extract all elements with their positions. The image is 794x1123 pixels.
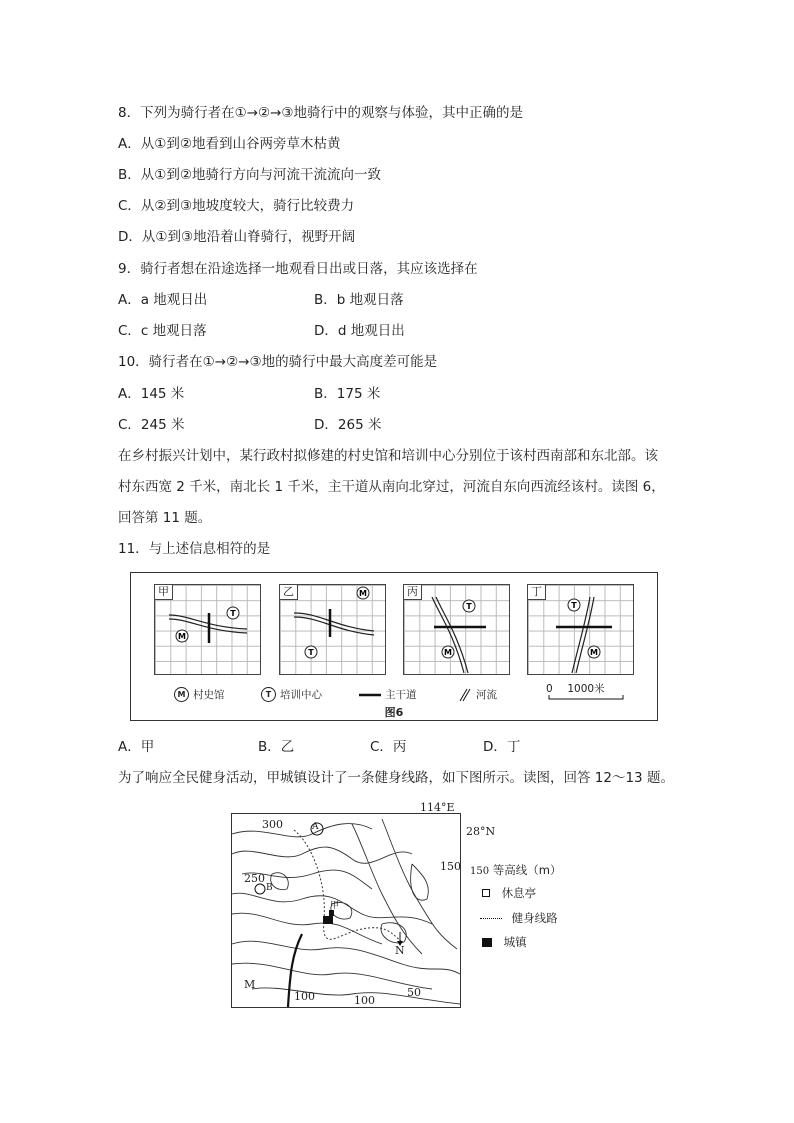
svg-text:M: M (590, 648, 598, 657)
svg-text:T: T (571, 601, 577, 610)
panel-ding-label: 丁 (528, 585, 546, 600)
latitude-label: 28°N (466, 825, 496, 838)
q11-option-d: D．丁 (483, 739, 521, 755)
svg-text:T: T (230, 609, 236, 618)
pavilion-icon (482, 889, 490, 897)
topographic-map (231, 813, 461, 1008)
contour-lines (232, 814, 460, 1007)
point-n-label: N (395, 944, 405, 957)
svg-text:M: M (444, 648, 452, 657)
route-icon (480, 918, 502, 919)
legend-river (456, 687, 497, 702)
q11-stem: 11．与上述信息相符的是 (118, 541, 271, 557)
road-symbol-icon (359, 691, 381, 699)
q11-option-b: B．乙 (258, 739, 295, 755)
legend-route (480, 910, 558, 926)
panel-ding (527, 584, 634, 675)
contour-label-300: 300 (262, 818, 283, 831)
museum-symbol-icon: M (174, 687, 189, 702)
legend-town (482, 934, 527, 950)
q10-option-d: D．265 米 (314, 417, 382, 433)
q8-option-d: D．从①到③地沿着山脊骑行，视野开阔 (118, 229, 356, 245)
panel-bing-label: 丙 (404, 585, 422, 600)
contour-label-100a: 100 (294, 990, 315, 1003)
q8-stem: 8．下列为骑行者在①→②→③地骑行中的观察与体验，其中正确的是 (118, 105, 524, 121)
contour-label-50: 50 (407, 986, 421, 999)
q10-option-a: A．145 米 (118, 386, 185, 402)
river-symbol-icon (456, 688, 472, 702)
contour-label-100b: 100 (354, 994, 375, 1007)
q8-option-c: C．从②到③地坡度较大，骑行比较费力 (118, 198, 355, 214)
legend-museum (174, 687, 225, 702)
town-icon (482, 938, 492, 947)
legend-river-label: 河流 (476, 689, 497, 701)
q9-stem: 9．骑行者想在沿途选择一地观看日出或日落，其应该选择在 (118, 261, 478, 277)
legend-pavilion-label: 休息亭 (501, 886, 537, 900)
town-label: 甲 (330, 901, 340, 911)
legend-training (261, 687, 322, 702)
scale-end: 1000米 (567, 683, 605, 695)
contour-label-250: 250 (244, 872, 265, 885)
q11-intro-line1: 在乡村振兴计划中，某行政村拟修建的村史馆和培训中心分别位于该村西南部和东北部。该 (118, 448, 658, 464)
q11-intro-line3: 回答第 11 题。 (118, 510, 212, 526)
q9-option-d: D．d 地观日出 (314, 323, 405, 339)
panel-yi (279, 584, 386, 675)
legend-contour-label: 等高线（m） (492, 863, 562, 877)
q8-option-a: A．从①到②地看到山谷两旁草木枯黄 (118, 136, 341, 152)
legend-scale (546, 681, 605, 696)
svg-text:M: M (178, 632, 186, 641)
scale-start: 0 (546, 683, 553, 695)
legend-training-label: 培训中心 (280, 689, 322, 701)
legend-road (359, 687, 417, 702)
point-m-label: M (244, 978, 256, 991)
panel-bing (403, 584, 510, 675)
svg-text:M: M (359, 589, 367, 598)
legend-contour (470, 862, 561, 878)
q10-option-b: B．175 米 (314, 386, 381, 402)
point-a-label: A (312, 822, 319, 832)
point-b-label: B (266, 883, 273, 893)
q9-option-c: C．c 地观日落 (118, 323, 207, 339)
legend-museum-label: 村史馆 (193, 689, 225, 701)
scale-bar-icon (548, 695, 628, 701)
q8-option-b: B．从①到②地骑行方向与河流干流流向一致 (118, 167, 381, 183)
panel-jia (154, 584, 261, 675)
panel-jia-label: 甲 (155, 585, 173, 600)
legend-route-label: 健身线路 (511, 911, 558, 925)
q10-option-c: C．245 米 (118, 417, 185, 433)
figure-6-title: 图6 (384, 706, 404, 719)
legend-contour-sample: 150 (470, 866, 490, 877)
legend-town-label: 城镇 (503, 935, 527, 949)
legend-road-label: 主干道 (385, 689, 417, 701)
q9-option-a: A．a 地观日出 (118, 292, 208, 308)
q11-intro-line2: 村东西宽 2 千米，南北长 1 千米，主干道从南向北穿过，河流自东向西流经该村。读图 6， (118, 479, 665, 495)
q12-intro: 为了响应全民健身活动，甲城镇设计了一条健身线路，如下图所示。读图，回答 12～13 题。 (118, 770, 674, 786)
panel-yi-label: 乙 (280, 585, 298, 600)
q11-option-a: A．甲 (118, 739, 155, 755)
q10-stem: 10．骑行者在①→②→③地的骑行中最大高度差可能是 (118, 354, 438, 370)
legend-pavilion (482, 885, 536, 901)
contour-label-150: 150 (440, 860, 461, 873)
svg-text:T: T (466, 602, 472, 611)
svg-text:T: T (308, 648, 314, 657)
training-symbol-icon: T (261, 687, 276, 702)
longitude-label: 114°E (420, 801, 455, 814)
q9-option-b: B．b 地观日落 (314, 292, 404, 308)
q11-option-c: C．丙 (370, 739, 407, 755)
figure-6 (130, 572, 658, 721)
